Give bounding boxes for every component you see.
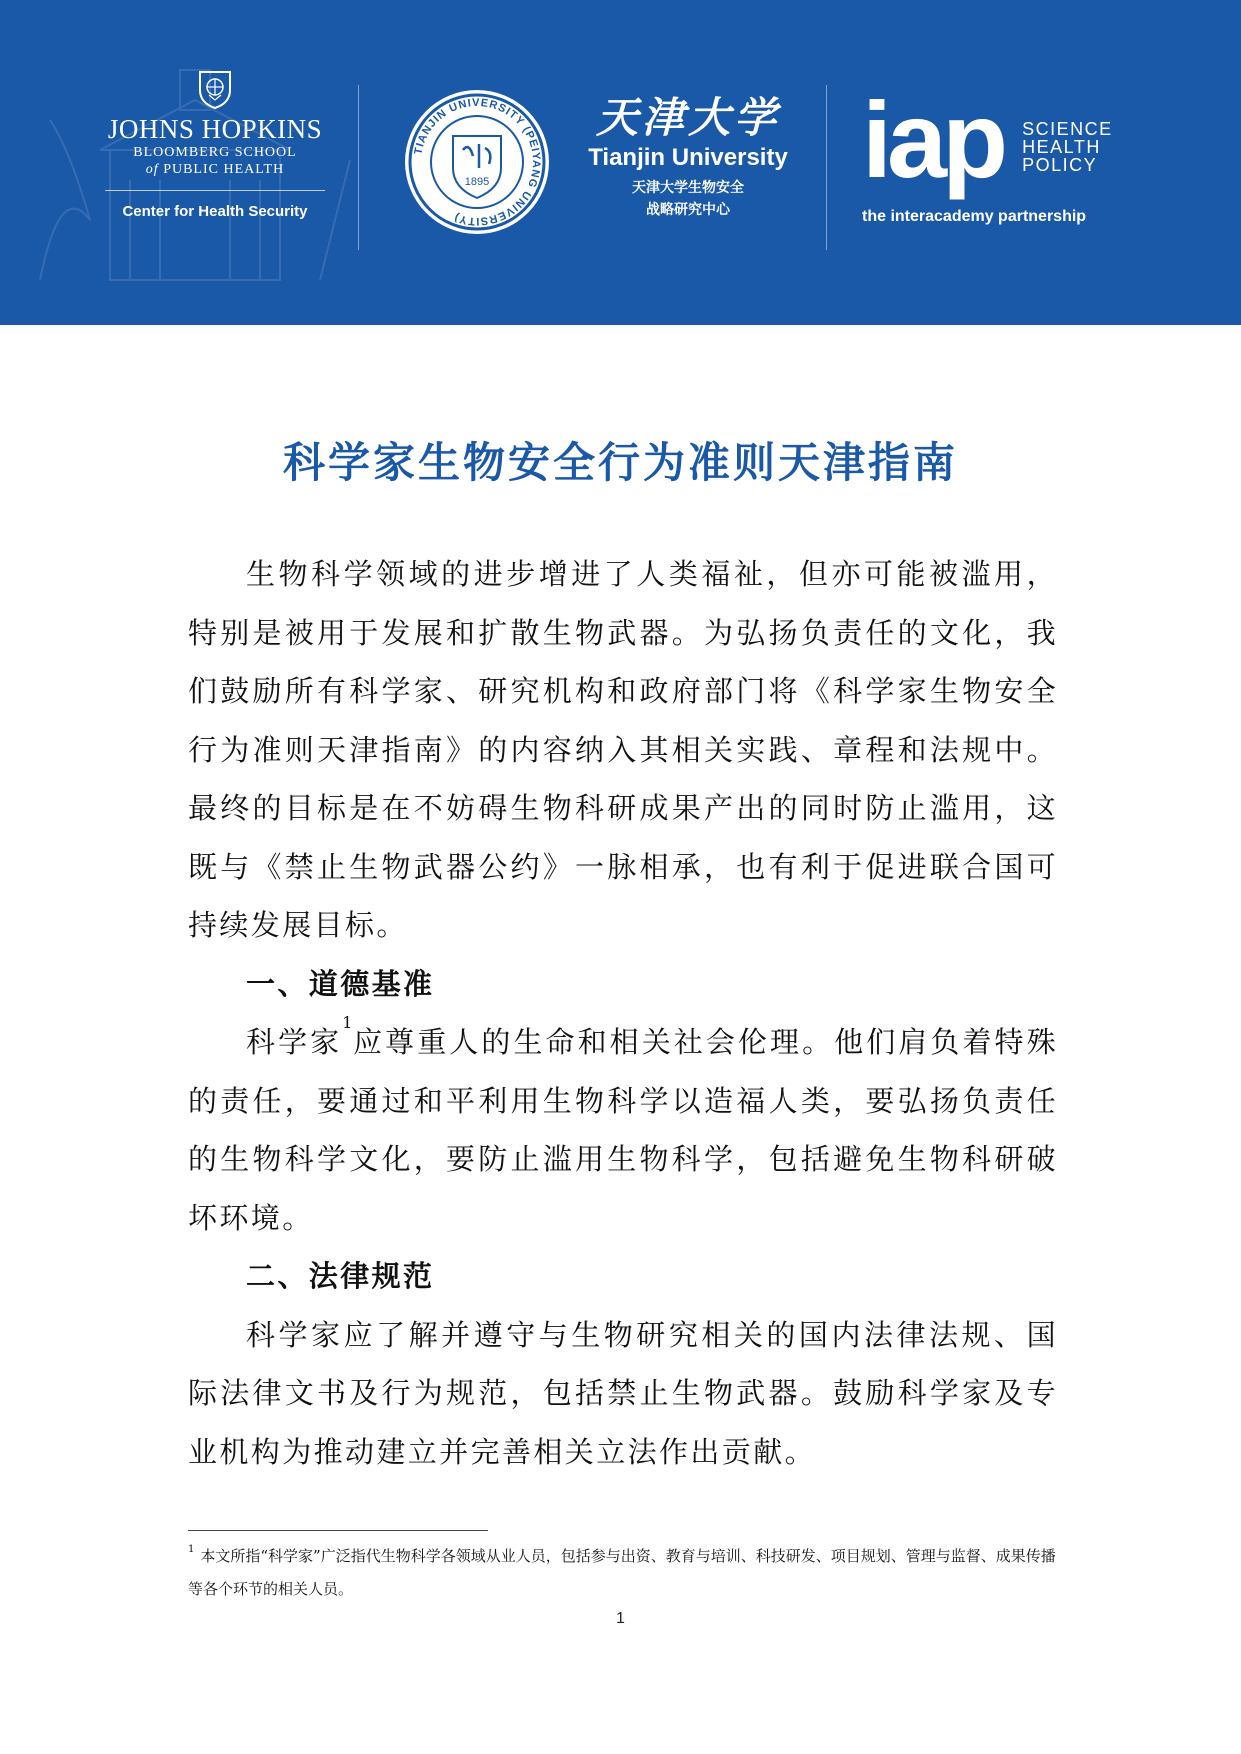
- tianjin-university-seal-icon: [403, 88, 551, 236]
- iap-tagline: the interacademy partnership: [862, 208, 1087, 225]
- section-1-rest: 应尊重人的生命和相关社会伦理。他们肩负着特殊的责任，要通过和平利用生物科学以造福人类，要弘扬负责任的生物科学文化，要防止滥用生物科学，包括避免生物科研破坏环境。: [188, 1025, 1058, 1235]
- footnote: [188, 1540, 1058, 1606]
- iap-side-text: [1022, 120, 1113, 174]
- jh-name: JOHNS HOPKINS: [107, 114, 323, 144]
- tianjin-university-text: [578, 93, 798, 221]
- header-banner: [0, 0, 1241, 325]
- seal-ring-text: TIANJIN UNIVERSITY (PEIYANG UNIVERSITY): [412, 96, 543, 228]
- intro-paragraph: 生物科学领域的进步增进了人类福祉，但亦可能被滥用，特别是被用于发展和扩散生物武器。为弘扬负责任的文化，我们鼓励所有科学家、研究机构和政府部门将《科学家生物安全行为准则天津指南》的内容纳入其相关实践、章程和法规中。最终的目标是在不妨碍生物科研成果产出的同时防止滥用，这既与《禁止生物武器公约》一脉相承，也有利于促进联合国可持续发展目标。: [188, 557, 1058, 942]
- seal-year: 1895: [464, 176, 490, 188]
- footnote-text: 本文所指“科学家”广泛指代生物科学各领域从业人员，包括参与出资、教育与培训、科技研发、项目规划、管理与监督、成果传播等各个环节的相关人员。: [188, 1547, 1056, 1598]
- iap-health: HEALTH: [1022, 137, 1101, 157]
- iap-wordmark: iap: [862, 79, 1004, 200]
- section-2-paragraph: 科学家应了解并遵守与生物研究相关的国内法律法规、国际法律文书及行为规范，包括禁止生物武器。鼓励科学家及专业机构为推动建立并完善相关立法作出贡献。: [188, 1317, 1058, 1469]
- section-2-heading: 二、法律规范: [246, 1259, 435, 1293]
- footnote-separator: [188, 1530, 488, 1531]
- jh-school-line2-rest: PUBLIC HEALTH: [158, 162, 285, 177]
- section-1-lead: 科学家: [246, 1025, 343, 1059]
- document-title: 科学家生物安全行为准则天津指南: [282, 438, 958, 487]
- document-body: [188, 545, 1058, 1481]
- iap-science: SCIENCE: [1022, 119, 1113, 139]
- jh-school-of: of: [145, 162, 159, 177]
- jh-school-line1: BLOOMBERG SCHOOL: [133, 145, 297, 160]
- jh-center-name: Center for Health Security: [122, 203, 308, 220]
- footnote-reference[interactable]: 1: [342, 1013, 353, 1032]
- banner-divider: [826, 85, 827, 250]
- jh-school-line2: [95, 161, 335, 178]
- section-1-heading: 一、道德基准: [246, 966, 435, 1001]
- jh-rule: [105, 190, 325, 191]
- tju-center-line1: 天津大学生物安全: [632, 180, 744, 196]
- footnote-mark: 1: [188, 1544, 195, 1555]
- johns-hopkins-logo: [95, 70, 335, 220]
- tju-english-name: Tianjin University: [588, 144, 788, 171]
- page-number: 1: [616, 1610, 625, 1627]
- tju-center-line2: 战略研究中心: [646, 202, 730, 218]
- banner-divider: [358, 85, 359, 250]
- section-1-paragraph: [188, 1013, 1058, 1247]
- tju-chinese-name: 天津大学: [595, 93, 780, 142]
- iap-policy: POLICY: [1022, 155, 1098, 175]
- iap-logo: [862, 79, 1113, 226]
- johns-hopkins-crest-icon: [198, 70, 232, 110]
